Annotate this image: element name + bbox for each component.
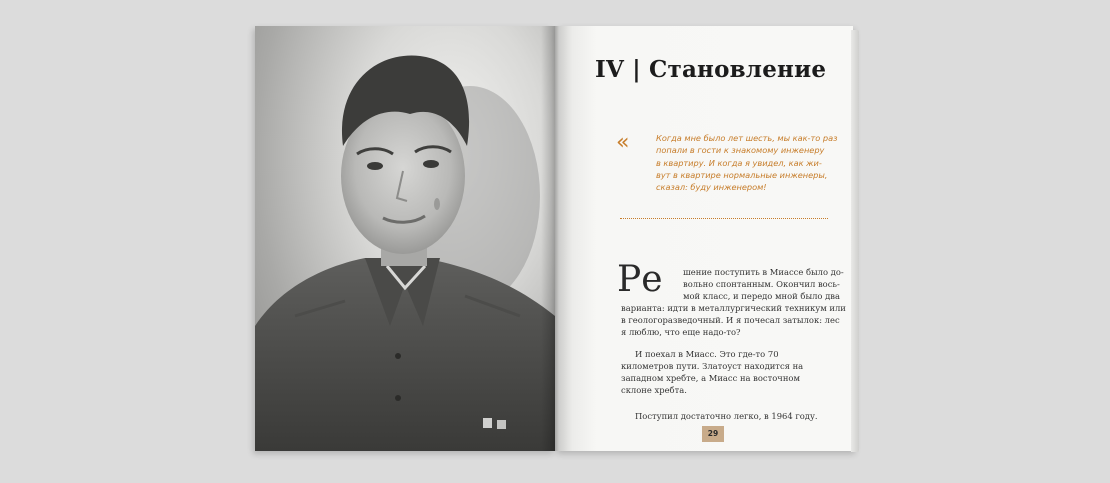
portrait-photo-illustration (255, 26, 555, 451)
paragraph-line: я люблю, что еще надо-то? (621, 327, 741, 337)
pull-quote (616, 126, 838, 219)
body-text (617, 259, 846, 422)
quote-line: сказал: буду инженером! (656, 182, 767, 193)
paragraph-line: шение поступить в Миассе было до- (683, 267, 844, 277)
quote-line: попали в гости к знакомому инженеру (656, 145, 825, 156)
chapter-title: IV | Становление (595, 56, 827, 83)
drop-cap: Ре (617, 259, 663, 300)
paragraph-line: вольно спонтанным. Окончил вось- (683, 279, 840, 289)
portrait-photo (255, 26, 555, 451)
quote-mark-icon: « (616, 130, 630, 155)
page-edge (851, 30, 859, 452)
paragraph-line: в геологоразведочный. И я почесал затылок: лес (621, 315, 840, 325)
page-number: 29 (702, 426, 724, 442)
left-page (255, 26, 555, 451)
paragraph-line: варианта: идти в металлургический техникум или (621, 303, 846, 313)
quote-line: Когда мне было лет шесть, мы как-то раз (656, 133, 838, 143)
right-page (555, 26, 853, 451)
open-book (255, 26, 860, 456)
quote-text (656, 132, 838, 193)
paragraph-line: мой класс, и передо мной было два (683, 291, 840, 301)
paragraph-3: Поступил достаточно легко, в 1964 году. (635, 411, 818, 421)
paragraph-1 (617, 259, 846, 337)
quote-line: в квартиру. И когда я увидел, как жи- (656, 157, 822, 168)
quote-line: вут в квартире нормальные инженеры, (656, 169, 828, 180)
paragraph-2: И поехал в Миасс. Это где-то 70 километров пути. Златоуст находится на западном хребте, а Миасс на восточном склоне хребта. (621, 349, 804, 395)
